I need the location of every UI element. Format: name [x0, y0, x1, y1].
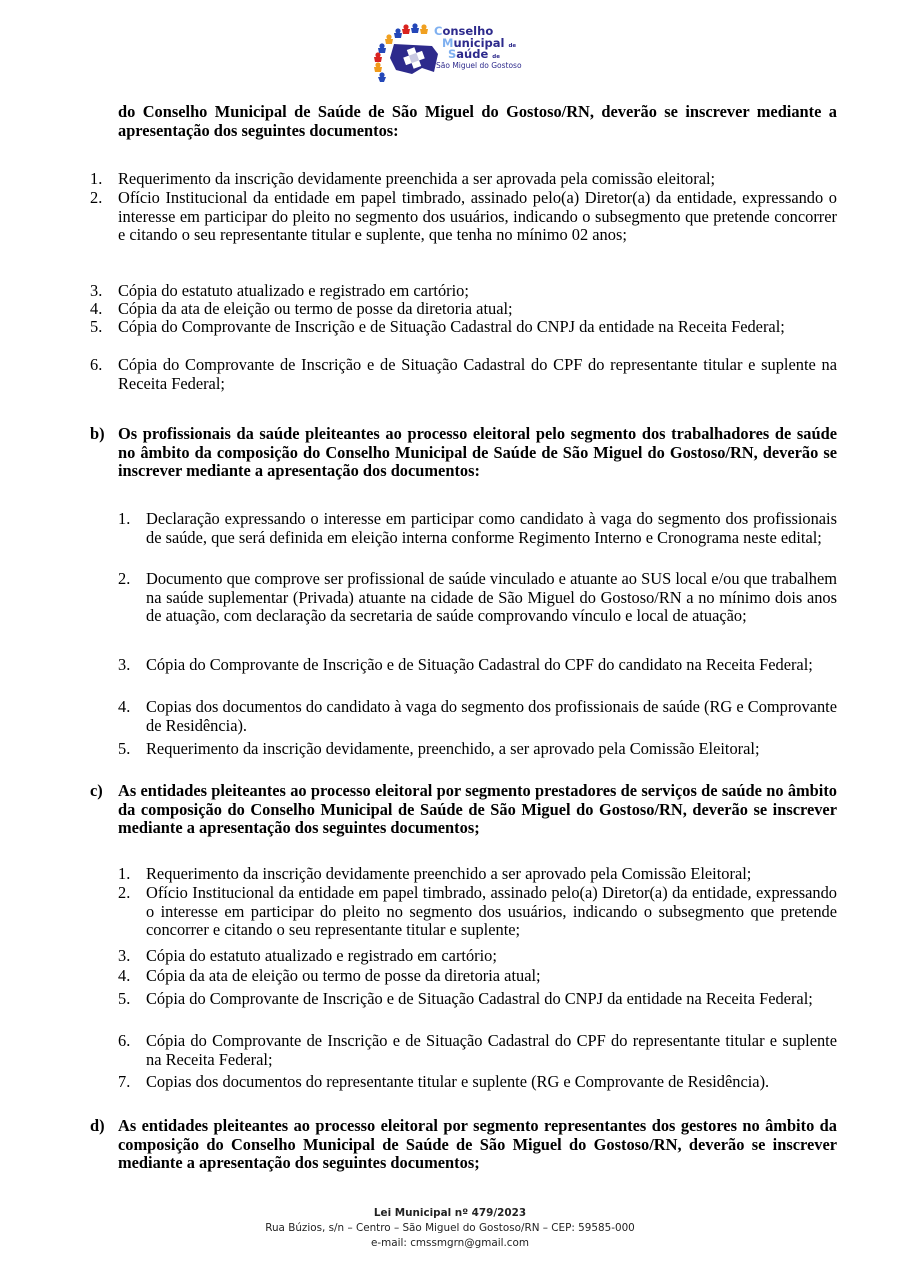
- item-text: Cópia do Comprovante de Inscrição e de Situação Cadastral do CNPJ da entidade na Receita Federal;: [118, 317, 785, 336]
- item-text: Cópia do Comprovante de Inscrição e de Situação Cadastral do CPF do representante titular e suplente na Receita Federal;: [118, 355, 837, 393]
- logo-text: [432, 26, 522, 69]
- list-item: [118, 990, 837, 1009]
- list-item: [118, 947, 837, 966]
- item-number: 2.: [118, 569, 131, 588]
- item-text: Cópia do Comprovante de Inscrição e de Situação Cadastral do CPF do candidato na Receita Federal;: [146, 655, 813, 674]
- list-item: [118, 656, 837, 675]
- item-text: Ofício Institucional da entidade em papel timbrado, assinado pelo(a) Diretor(a) da entidade, expressando o interesse em participar do pleito no segmento dos usuários, indicando o subsegmento que pretende concorrer e citando o seu representante titular e suplente, que tenha no mínimo 02 anos;: [118, 188, 837, 245]
- list-item: [118, 740, 837, 759]
- list-item: [118, 884, 837, 940]
- item-text: Cópia da ata de eleição ou termo de posse da diretoria atual;: [118, 299, 513, 318]
- item-number: 6.: [118, 1031, 131, 1050]
- footer-email[interactable]: e-mail: cmssmgrn@gmail.com: [370, 1237, 529, 1249]
- logo-line-saude: Saúde de: [448, 47, 500, 61]
- logo-line-city: São Miguel do Gostoso: [436, 60, 522, 70]
- footer-address: Rua Búzios, s/n – Centro – São Miguel do Gostoso/RN – CEP: 59585-000: [265, 1222, 635, 1234]
- item-number: 7.: [118, 1072, 131, 1091]
- section-d-heading: [90, 1117, 837, 1173]
- item-number: 5.: [90, 317, 103, 336]
- page-footer: [0, 1206, 900, 1251]
- item-number: 1.: [90, 169, 103, 188]
- item-number: 2.: [90, 188, 103, 207]
- list-item: [90, 356, 837, 393]
- item-text: Documento que comprove ser profissional de saúde vinculado e atuante ao SUS local e/ou que trabalhem na saúde suplementar (Privada) atuante na cidade de São Miguel do Gostoso/RN a no mínimo dois anos de atuação, com declaração da secretaria de saúde comprovando vínculo e local de atuação;: [146, 569, 837, 626]
- item-number: 1.: [118, 864, 131, 883]
- list-item: [90, 189, 837, 245]
- item-number: 2.: [118, 883, 131, 902]
- council-logo: [372, 20, 532, 82]
- list-item: [90, 170, 837, 189]
- list-item: [118, 1032, 837, 1069]
- section-text: As entidades pleiteantes ao processo eleitoral por segmento representantes dos gestores no âmbito da composição do Conselho Municipal de Saúde de São Miguel do Gostoso/RN, deverão se inscrever mediante a apresentação dos seguintes documentos;: [118, 1116, 837, 1173]
- list-item: [118, 698, 837, 735]
- item-text: Requerimento da inscrição devidamente preenchida a ser aprovada pela comissão eleitoral;: [118, 169, 716, 188]
- item-text: Copias dos documentos do representante titular e suplente (RG e Comprovante de Residência).: [146, 1072, 770, 1091]
- item-number: 4.: [118, 697, 131, 716]
- footer-law: Lei Municipal nº 479/2023: [373, 1207, 527, 1219]
- list-item: [118, 967, 837, 986]
- item-text: Cópia da ata de eleição ou termo de posse da diretoria atual;: [146, 966, 541, 985]
- item-text: Requerimento da inscrição devidamente preenchido a ser aprovado pela Comissão Eleitoral;: [146, 864, 752, 883]
- section-text: As entidades pleiteantes ao processo eleitoral por segmento prestadores de serviços de saúde no âmbito da composição do Conselho Municipal de Saúde de São Miguel do Gostoso/RN, deverão se inscrever mediante a apresentação dos seguintes documentos;: [118, 781, 837, 838]
- list-item: [118, 570, 837, 626]
- list-item: [118, 510, 837, 547]
- section-label: d): [90, 1116, 105, 1135]
- item-text: Cópia do Comprovante de Inscrição e de Situação Cadastral do CPF do representante titular e suplente na Receita Federal;: [146, 1031, 837, 1069]
- item-number: 5.: [118, 739, 131, 758]
- section-b-heading: [90, 425, 837, 481]
- list-item: [90, 318, 837, 337]
- item-number: 4.: [90, 299, 103, 318]
- item-text: Copias dos documentos do candidato à vaga do segmento dos profissionais de saúde (RG e Comprovante de Residência).: [146, 697, 837, 735]
- item-text: Requerimento da inscrição devidamente, preenchido, a ser aprovado pela Comissão Eleitoral;: [146, 739, 760, 758]
- list-item: [90, 282, 837, 301]
- list-item: [90, 300, 837, 319]
- section-c-heading: [90, 782, 837, 838]
- section-label: c): [90, 781, 103, 800]
- item-number: 6.: [90, 355, 103, 374]
- item-text: Declaração expressando o interesse em participar como candidato à vaga do segmento dos profissionais de saúde, que será definida em eleição interna conforme Regimento Interno e Cronograma neste edital;: [146, 509, 837, 547]
- item-number: 1.: [118, 509, 131, 528]
- list-item: [118, 1073, 837, 1092]
- item-text: Ofício Institucional da entidade em papel timbrado, assinado pelo(a) Diretor(a) da entidade, expressando o interesse em participar do pleito no segmento dos usuários, indicando o subsegmento que pretende concorrer e citando o seu representante titular e suplente;: [146, 883, 837, 940]
- item-text: Cópia do estatuto atualizado e registrado em cartório;: [146, 946, 497, 965]
- item-number: 3.: [90, 281, 103, 300]
- logo-line-conselho: Conselho: [434, 24, 494, 38]
- item-text: Cópia do Comprovante de Inscrição e de Situação Cadastral do CNPJ da entidade na Receita Federal;: [146, 989, 813, 1008]
- section-text: Os profissionais da saúde pleiteantes ao processo eleitoral pelo segmento dos trabalhadores de saúde no âmbito da composição do Conselho Municipal de Saúde de São Miguel do Gostoso/RN, deverão se inscrever mediante a apresentação dos documentos:: [118, 424, 837, 481]
- item-text: Cópia do estatuto atualizado e registrado em cartório;: [118, 281, 469, 300]
- item-number: 5.: [118, 989, 131, 1008]
- intro-paragraph: do Conselho Municipal de Saúde de São Miguel do Gostoso/RN, deverão se inscrever mediante a apresentação dos seguintes documentos:: [118, 102, 837, 140]
- item-number: 3.: [118, 946, 131, 965]
- section-label: b): [90, 424, 105, 443]
- item-number: 4.: [118, 966, 131, 985]
- logo-line-municipal: Municipal de: [442, 35, 517, 50]
- list-item: [118, 865, 837, 884]
- item-number: 3.: [118, 655, 131, 674]
